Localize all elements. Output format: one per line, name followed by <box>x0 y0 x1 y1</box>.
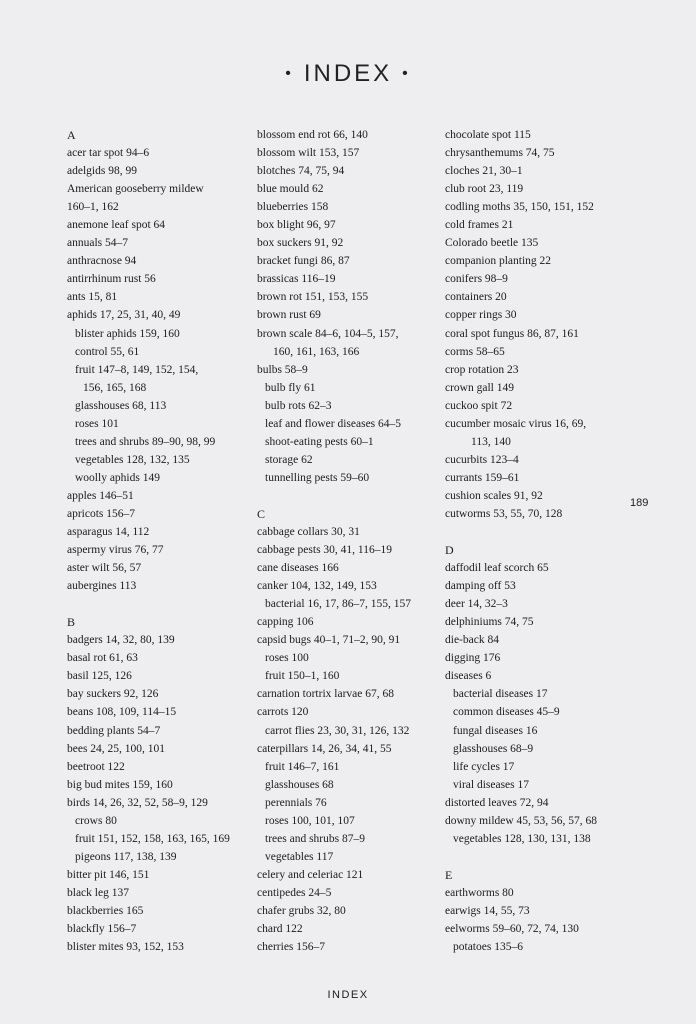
index-entry: die-back 84 <box>445 634 499 647</box>
index-entry: eelworms 59–60, 72, 74, 130 <box>445 922 579 935</box>
index-column-3 <box>445 126 645 956</box>
index-subentry: viral diseases 17 <box>453 778 530 791</box>
index-entry: distorted leaves 72, 94 <box>445 796 549 809</box>
index-entry: damping off 53 <box>445 580 516 593</box>
index-subentry: tunnelling pests 59–60 <box>265 471 370 484</box>
section-spacer <box>67 595 267 613</box>
index-subentry: glasshouses 68 <box>265 778 334 791</box>
index-entry: downy mildew 45, 53, 56, 57, 68 <box>445 814 598 827</box>
index-entry: beetroot 122 <box>67 760 125 773</box>
index-subentry: 160, 161, 163, 166 <box>273 345 360 358</box>
index-entry: beans 108, 109, 114–15 <box>67 706 177 719</box>
index-subentry: vegetables 128, 130, 131, 138 <box>453 832 591 845</box>
index-entry: copper rings 30 <box>445 309 517 322</box>
index-subentry: trees and shrubs 87–9 <box>265 832 365 845</box>
index-column-2 <box>257 126 457 956</box>
index-entry: bulbs 58–9 <box>257 363 308 376</box>
index-entry: cucurbits 123–4 <box>445 453 519 466</box>
index-entry: celery and celeriac 121 <box>257 868 364 881</box>
index-entry: blue mould 62 <box>257 183 324 196</box>
index-subentry: trees and shrubs 89–90, 98, 99 <box>75 435 216 448</box>
index-entry: coral spot fungus 86, 87, 161 <box>445 327 579 340</box>
index-entry: chafer grubs 32, 80 <box>257 904 346 917</box>
running-footer: INDEX <box>327 989 369 1001</box>
index-subentry: roses 101 <box>75 417 119 430</box>
index-entry: club root 23, 119 <box>445 183 524 196</box>
index-entry: codling moths 35, 150, 151, 152 <box>445 201 594 214</box>
index-column-1 <box>67 126 267 956</box>
index-entry: blackberries 165 <box>67 904 144 917</box>
index-entry: cabbage collars 30, 31 <box>257 525 360 538</box>
index-entry: cane diseases 166 <box>257 562 339 575</box>
index-entry: brassicas 116–19 <box>257 273 336 286</box>
index-entry: blossom end rot 66, 140 <box>257 129 368 141</box>
page-number: 189 <box>630 497 649 509</box>
index-subentry: crows 80 <box>75 814 117 827</box>
index-subentry: blister aphids 159, 160 <box>75 327 180 340</box>
index-subentry: bulb rots 62–3 <box>265 399 332 412</box>
index-entry: ants 15, 81 <box>67 291 118 304</box>
index-entry: basal rot 61, 63 <box>67 652 138 665</box>
index-entry: capping 106 <box>257 616 314 629</box>
index-entry: box blight 96, 97 <box>257 219 336 232</box>
index-subentry: vegetables 117 <box>265 850 334 863</box>
index-subentry: roses 100 <box>265 652 309 665</box>
index-entry: Colorado beetle 135 <box>445 237 539 250</box>
index-subentry: perennials 76 <box>265 796 327 809</box>
index-subentry: bacterial 16, 17, 86–7, 155, 157 <box>265 598 411 611</box>
index-entry: American gooseberry mildew <box>67 183 204 196</box>
index-entry: bitter pit 146, 151 <box>67 868 150 881</box>
index-entry: aphids 17, 25, 31, 40, 49 <box>67 309 181 322</box>
index-subentry: carrot flies 23, 30, 31, 126, 132 <box>265 724 410 737</box>
index-entry: conifers 98–9 <box>445 273 508 286</box>
index-entry: cold frames 21 <box>445 219 514 232</box>
section-spacer <box>445 848 645 866</box>
index-entry: chrysanthemums 74, 75 <box>445 147 555 160</box>
index-subentry: glasshouses 68–9 <box>453 742 534 755</box>
index-entry: digging 176 <box>445 652 501 665</box>
index-entry: blister mites 93, 152, 153 <box>67 941 184 954</box>
index-entry: aubergines 113 <box>67 580 137 593</box>
index-entry: cutworms 53, 55, 70, 128 <box>445 507 563 520</box>
section-spacer <box>445 523 645 541</box>
index-entry: annuals 54–7 <box>67 237 129 250</box>
page-title <box>0 60 696 88</box>
index-subentry: fungal diseases 16 <box>453 724 538 737</box>
index-entry: anthracnose 94 <box>67 255 137 268</box>
index-subentry: roses 100, 101, 107 <box>265 814 355 827</box>
index-subentry: woolly aphids 149 <box>75 471 160 484</box>
index-subentry: common diseases 45–9 <box>453 706 560 719</box>
index-entry: blueberries 158 <box>257 201 329 214</box>
index-entry: bracket fungi 86, 87 <box>257 255 350 268</box>
index-entry: black leg 137 <box>67 886 129 899</box>
index-entry: aster wilt 56, 57 <box>67 562 142 575</box>
index-entry: chard 122 <box>257 923 303 936</box>
index-entry: cloches 21, 30–1 <box>445 165 523 178</box>
index-subentry: fruit 150–1, 160 <box>265 670 340 683</box>
index-entry: crown gall 149 <box>445 381 514 394</box>
index-entry: antirrhinum rust 56 <box>67 273 156 286</box>
index-entry: cuckoo spit 72 <box>445 399 513 412</box>
section-letter: E <box>445 867 453 882</box>
index-subentry: fruit 151, 152, 158, 163, 165, 169 <box>75 832 230 845</box>
title-text: INDEX <box>303 60 393 87</box>
index-entry: earthworms 80 <box>445 886 514 899</box>
index-entry: bay suckers 92, 126 <box>67 688 159 701</box>
index-entry: blotches 74, 75, 94 <box>257 165 345 178</box>
title-bullet-left: • <box>285 65 294 82</box>
section-letter: B <box>67 615 76 630</box>
index-entry: caterpillars 14, 26, 34, 41, 55 <box>257 742 392 755</box>
index-subentry: vegetables 128, 132, 135 <box>75 453 190 466</box>
index-subentry: 156, 165, 168 <box>83 381 147 394</box>
index-entry: daffodil leaf scorch 65 <box>445 562 549 575</box>
index-entry: brown rot 151, 153, 155 <box>257 291 369 304</box>
index-entry: cabbage pests 30, 41, 116–19 <box>257 544 392 557</box>
index-entry: basil 125, 126 <box>67 670 132 683</box>
index-entry: carrots 120 <box>257 706 309 719</box>
section-letter: C <box>257 506 266 521</box>
index-subentry: storage 62 <box>265 453 313 466</box>
index-subentry: control 55, 61 <box>75 345 140 358</box>
index-entry: blackfly 156–7 <box>67 923 137 936</box>
index-entry: birds 14, 26, 32, 52, 58–9, 129 <box>67 796 208 809</box>
index-subentry: bulb fly 61 <box>265 381 316 394</box>
index-subentry: leaf and flower diseases 64–5 <box>265 417 402 430</box>
index-entry: big bud mites 159, 160 <box>67 778 173 791</box>
section-letter: D <box>445 543 454 558</box>
index-entry: deer 14, 32–3 <box>445 598 508 611</box>
index-subentry: life cycles 17 <box>453 760 515 773</box>
title-bullet-right: • <box>402 65 411 82</box>
index-entry: aspermy virus 76, 77 <box>67 544 164 557</box>
index-entry: 160–1, 162 <box>67 201 119 214</box>
index-entry: currants 159–61 <box>445 471 520 484</box>
index-subentry: potatoes 135–6 <box>453 941 523 954</box>
index-subentry: glasshouses 68, 113 <box>75 399 167 412</box>
index-entry: capsid bugs 40–1, 71–2, 90, 91 <box>257 634 401 647</box>
index-entry: adelgids 98, 99 <box>67 165 137 178</box>
index-entry: crop rotation 23 <box>445 363 519 376</box>
section-spacer <box>257 487 457 505</box>
index-entry: containers 20 <box>445 291 507 304</box>
index-subentry: 113, 140 <box>471 435 511 448</box>
index-entry: corms 58–65 <box>445 345 505 358</box>
index-entry: acer tar spot 94–6 <box>67 147 150 160</box>
index-entry: asparagus 14, 112 <box>67 526 150 539</box>
index-entry: badgers 14, 32, 80, 139 <box>67 634 175 647</box>
index-entry: cucumber mosaic virus 16, 69, <box>445 417 587 430</box>
index-entry: delphiniums 74, 75 <box>445 616 534 629</box>
index-entry: earwigs 14, 55, 73 <box>445 904 530 917</box>
index-entry: blossom wilt 153, 157 <box>257 147 360 160</box>
index-entry: bedding plants 54–7 <box>67 724 161 737</box>
index-entry: box suckers 91, 92 <box>257 237 344 250</box>
index-subentry: fruit 147–8, 149, 152, 154, <box>75 363 199 376</box>
index-subentry: pigeons 117, 138, 139 <box>75 850 177 863</box>
index-entry: companion planting 22 <box>445 255 552 268</box>
index-subentry: shoot-eating pests 60–1 <box>265 435 374 448</box>
index-entry: centipedes 24–5 <box>257 886 332 899</box>
index-entry: apples 146–51 <box>67 489 134 502</box>
index-entry: cushion scales 91, 92 <box>445 489 543 502</box>
section-letter: A <box>67 128 76 142</box>
index-subentry: bacterial diseases 17 <box>453 688 548 701</box>
index-entry: brown scale 84–6, 104–5, 157, <box>257 327 399 340</box>
index-entry: anemone leaf spot 64 <box>67 219 166 232</box>
index-entry: bees 24, 25, 100, 101 <box>67 742 166 755</box>
index-entry: cherries 156–7 <box>257 941 326 954</box>
index-entry: canker 104, 132, 149, 153 <box>257 580 377 593</box>
index-entry: carnation tortrix larvae 67, 68 <box>257 688 394 701</box>
index-entry: chocolate spot 115 <box>445 129 531 141</box>
index-entry: diseases 6 <box>445 670 492 683</box>
index-entry: apricots 156–7 <box>67 507 136 520</box>
index-entry: brown rust 69 <box>257 309 321 322</box>
index-subentry: fruit 146–7, 161 <box>265 760 340 773</box>
